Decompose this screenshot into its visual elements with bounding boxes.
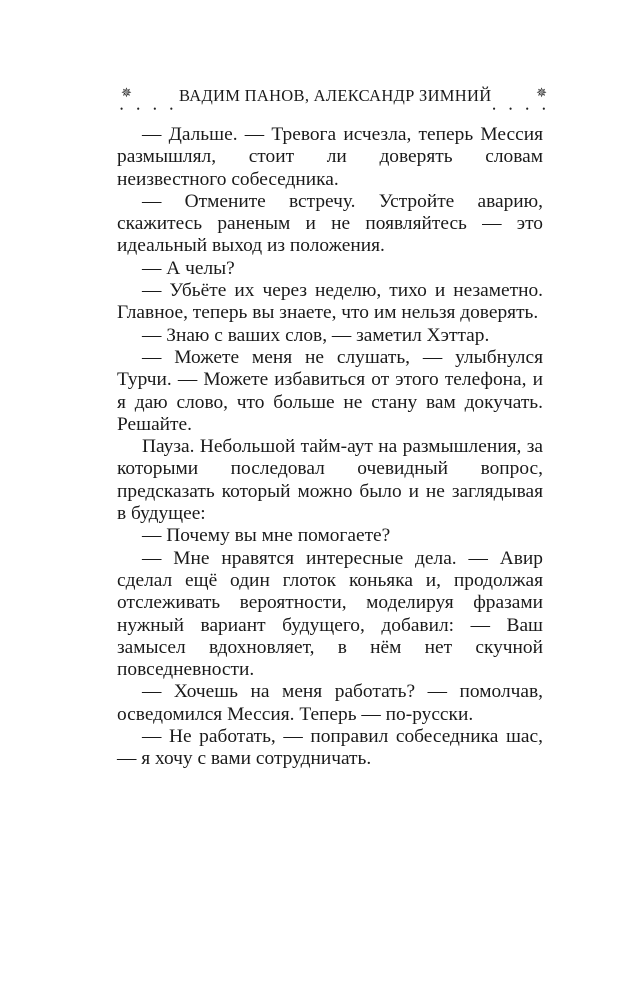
running-head-author: ВАДИМ ПАНОВ, АЛЕКСАНДР ЗИМНИЙ	[179, 86, 492, 105]
star-ornament-icon: ✵	[536, 85, 547, 100]
star-ornament-icon: ✵	[121, 85, 132, 100]
running-head	[117, 84, 551, 120]
paragraph: — Знаю с ваших слов, — заметил Хэттар.	[142, 324, 490, 346]
paragraph: — Отмените встречу. Устройте аварию, скажитесь раненым и не появляйтесь — это идеальный выход из положения.	[117, 190, 543, 257]
paragraph: — Можете меня не слушать, — улыбнулся Турчи. — Можете избавиться от этого телефона, и я даю слово, что больше не стану вам докучать. Решайте.	[117, 346, 543, 435]
paragraph: — Мне нравятся интересные дела. — Авир сделал ещё один глоток коньяка и, продолжая отслеживать вероятности, моделируя фразами нужный вариант будущего, добавил: — Ваш замысел вдохновляет, в нём нет скучной повседневности.	[117, 547, 543, 681]
dot-leader-left: • • • •	[120, 104, 179, 114]
paragraph: — А челы?	[142, 257, 235, 279]
page-body	[117, 124, 543, 771]
paragraph: Пауза. Небольшой тайм-аут на размышления, за которыми последовал очевидный вопрос, предсказать который можно было и не заглядывая в будущее:	[117, 436, 543, 525]
paragraph: — Хочешь на меня работать? — помолчав, осведомился Мессия. Теперь — по-русски.	[117, 681, 543, 725]
paragraph: — Почему вы мне помогаете?	[142, 525, 391, 547]
paragraph: — Не работать, — поправил собеседника шас, — я хочу с вами сотрудничать.	[117, 726, 543, 770]
paragraph: — Убьёте их через неделю, тихо и незаметно. Главное, теперь вы знаете, что им нельзя доверять.	[117, 280, 543, 324]
dot-leader-right: • • • •	[492, 104, 551, 114]
paragraph: — Дальше. — Тревога исчезла, теперь Мессия размышлял, стоит ли доверять словам неизвестного собеседника.	[117, 124, 543, 190]
